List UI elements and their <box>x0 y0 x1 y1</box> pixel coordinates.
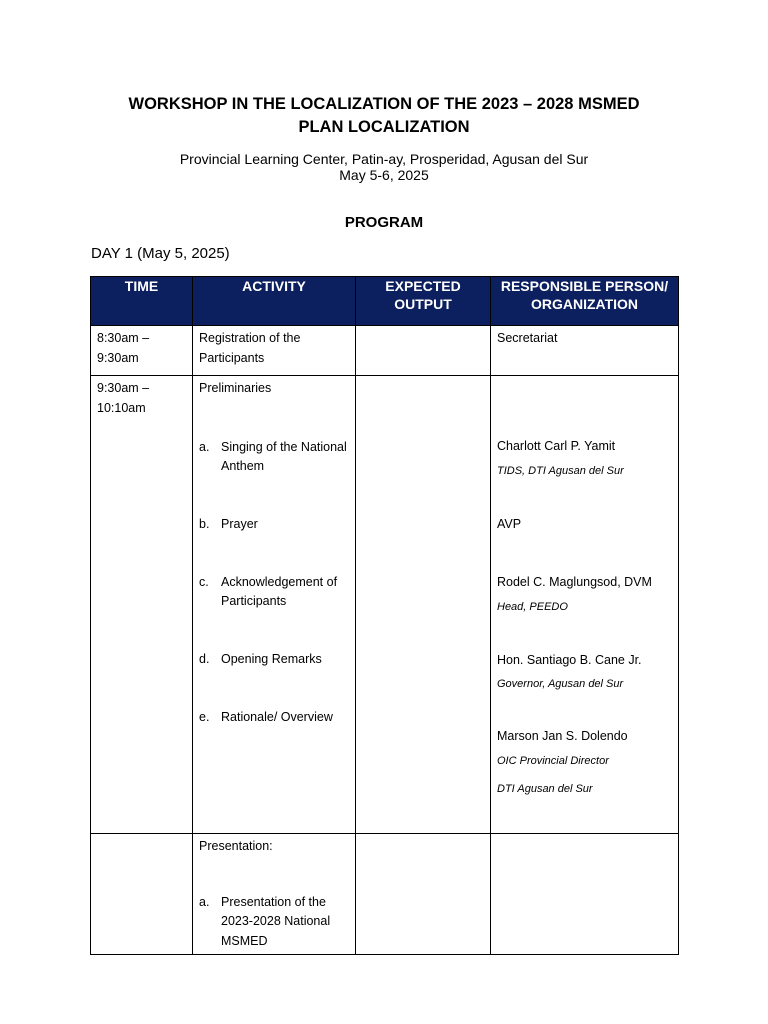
responsible-cell: Secretariat <box>491 326 679 376</box>
title-line-1: WORKSHOP IN THE LOCALIZATION OF THE 2023 – 2028 MSMED <box>128 95 640 113</box>
list-item: a. Singing of the National Anthem <box>199 439 347 473</box>
program-heading: PROGRAM <box>344 214 424 231</box>
responsible-role-org: DTI Agusan del Sur <box>497 782 593 795</box>
document-title <box>90 93 678 139</box>
responsible-role: TIDS, DTI Agusan del Sur <box>497 464 624 477</box>
header-activity: ACTIVITY <box>193 277 356 326</box>
responsible-role: Governor, Agusan del Sur <box>497 678 624 690</box>
table-row <box>91 326 679 376</box>
list-item: c. Acknowledgement of Participants <box>199 574 338 608</box>
responsible-name: Charlott Carl P. Yamit <box>497 439 616 453</box>
schedule-table <box>90 276 679 955</box>
responsible-role: Head, PEEDO <box>497 600 568 613</box>
header-time: TIME <box>91 277 193 326</box>
table-row <box>91 834 679 955</box>
date-text: May 5-6, 2025 <box>339 167 429 183</box>
activity-title: Presentation: <box>199 839 273 853</box>
list-item: b. Prayer <box>199 516 258 531</box>
responsible-name: Marson Jan S. Dolendo <box>497 729 628 743</box>
responsible-role: OIC Provincial Director <box>497 754 609 767</box>
output-cell <box>356 834 491 955</box>
responsible-cell <box>491 834 679 955</box>
activity-title: Preliminaries <box>199 381 272 395</box>
responsible-cell <box>491 376 679 834</box>
time-cell: 9:30am – 10:10am <box>91 376 193 834</box>
responsible-name: AVP <box>497 516 522 531</box>
list-item: e. Rationale/ Overview <box>199 709 333 724</box>
output-cell <box>356 376 491 834</box>
venue-text: Provincial Learning Center, Patin-ay, Prosperidad, Agusan del Sur <box>179 151 589 167</box>
table-header-row <box>91 277 679 326</box>
activity-cell <box>193 376 356 834</box>
output-cell <box>356 326 491 376</box>
table-row <box>91 376 679 834</box>
activity-cell: Registration of the Participants <box>193 326 356 376</box>
time-cell <box>91 834 193 955</box>
venue-block <box>90 151 678 183</box>
header-expected-output: EXPECTED OUTPUT <box>356 277 491 326</box>
responsible-name: Hon. Santiago B. Cane Jr. <box>497 652 642 667</box>
activity-cell <box>193 834 356 955</box>
list-item: d. Opening Remarks <box>199 651 322 666</box>
title-line-2: PLAN LOCALIZATION <box>298 118 470 136</box>
list-item: a. Presentation of the 2023-2028 National MSMED <box>199 894 331 948</box>
responsible-name: Rodel C. Maglungsod, DVM <box>497 575 652 589</box>
day-label: DAY 1 (May 5, 2025) <box>91 245 230 262</box>
time-cell: 8:30am – 9:30am <box>91 326 193 376</box>
header-responsible: RESPONSIBLE PERSON/ ORGANIZATION <box>491 277 679 326</box>
